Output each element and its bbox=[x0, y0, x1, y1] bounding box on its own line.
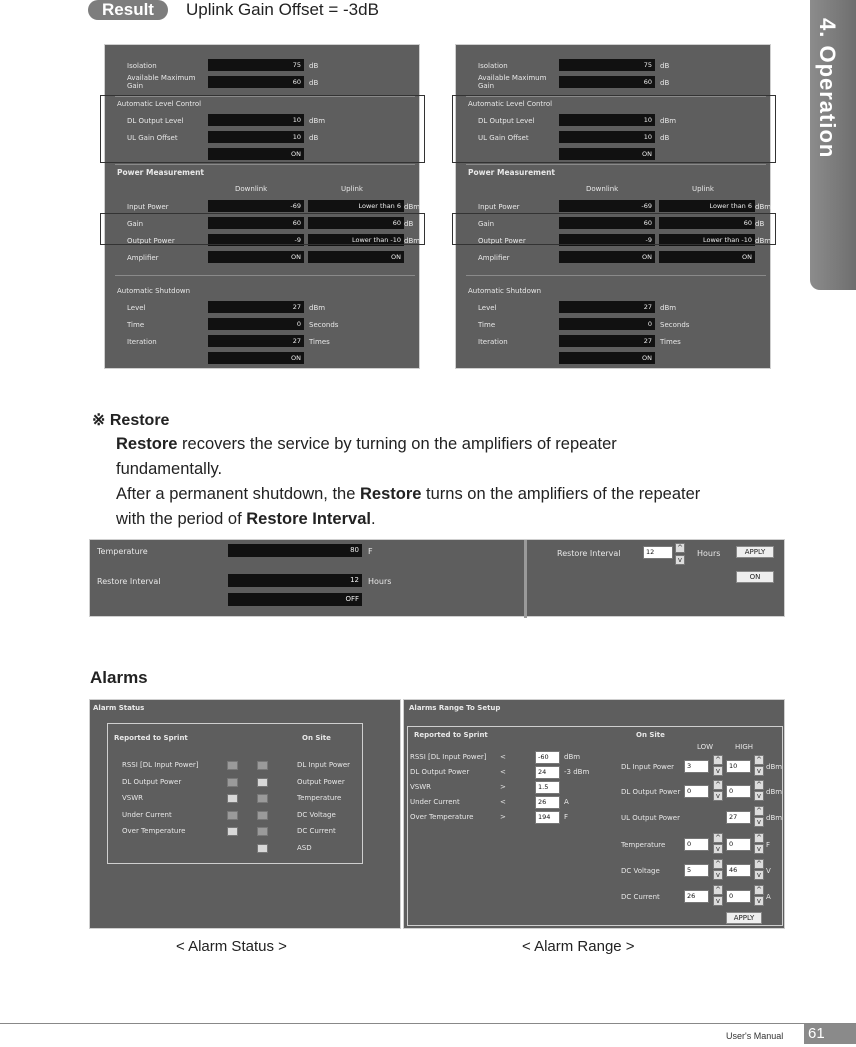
ul-gain-offset-label: UL Gain Offset bbox=[127, 134, 178, 142]
iteration-value: 27 bbox=[559, 335, 655, 347]
ar-sprint-op: < bbox=[500, 753, 506, 761]
output-power-ul: Lower than -10 bbox=[308, 234, 404, 246]
as-site-checkbox[interactable] bbox=[257, 827, 268, 836]
ar-low-up-button[interactable]: ^ bbox=[713, 780, 723, 790]
page-number: 61 bbox=[804, 1024, 856, 1044]
footer-label: User's Manual bbox=[726, 1031, 784, 1041]
as-site-checkbox[interactable] bbox=[257, 761, 268, 770]
isolation-unit: dB bbox=[660, 62, 670, 70]
gain-label: Gain bbox=[127, 220, 144, 228]
as-site-item: ASD bbox=[297, 843, 312, 852]
amplifier-ul[interactable]: ON bbox=[659, 251, 755, 263]
ar-sprint-op: > bbox=[500, 813, 506, 821]
ar-sprint-op: > bbox=[500, 783, 506, 791]
dl-output-level-unit: dBm bbox=[309, 117, 326, 125]
ar-site-header: On Site bbox=[636, 731, 665, 739]
pm-downlink-header: Downlink bbox=[586, 185, 619, 193]
as-sprint-checkbox[interactable] bbox=[227, 811, 238, 820]
ul-gain-offset-unit: dB bbox=[309, 134, 319, 142]
caption-alarm-range: < Alarm Range > bbox=[522, 938, 635, 955]
rp-interval-value: 12 bbox=[228, 574, 362, 587]
isolation-label: Isolation bbox=[127, 62, 157, 70]
ar-sprint-label: VSWR bbox=[410, 783, 432, 791]
rp-on-button[interactable]: ON bbox=[736, 571, 774, 583]
restore-heading: ※ Restore bbox=[92, 412, 170, 429]
ar-site-high-input[interactable]: 0 bbox=[726, 838, 751, 851]
avail-gain-label-2: Gain bbox=[478, 82, 495, 90]
time-unit: Seconds bbox=[660, 321, 690, 329]
time-value: 0 bbox=[208, 318, 304, 330]
input-power-unit: dBm bbox=[404, 203, 421, 211]
screen-right bbox=[455, 44, 771, 369]
rp-apply-button[interactable]: APPLY bbox=[736, 546, 774, 558]
ar-site-high-input[interactable]: 46 bbox=[726, 864, 751, 877]
gain-dl: 60 bbox=[559, 217, 655, 229]
ar-high-header: HIGH bbox=[735, 743, 754, 751]
iteration-unit: Times bbox=[309, 338, 330, 346]
ul-gain-offset-unit: dB bbox=[660, 134, 670, 142]
as-sprint-checkbox[interactable] bbox=[227, 794, 238, 803]
highlight-gain-left bbox=[100, 213, 425, 245]
iteration-value: 27 bbox=[208, 335, 304, 347]
avail-gain-unit: dB bbox=[309, 79, 319, 87]
output-power-dl: -9 bbox=[559, 234, 655, 246]
chapter-tab bbox=[810, 0, 856, 290]
output-power-label: Output Power bbox=[127, 237, 175, 245]
gain-label: Gain bbox=[478, 220, 495, 228]
dl-output-level-value: 10 bbox=[208, 114, 304, 126]
avail-gain-label: Available Maximum bbox=[127, 74, 196, 82]
ar-high-down-button[interactable]: v bbox=[754, 791, 764, 801]
iteration-label: Iteration bbox=[127, 338, 157, 346]
input-power-label: Input Power bbox=[478, 203, 520, 211]
as-site-item: DC Current bbox=[297, 827, 336, 835]
rp-ri-up-button[interactable]: ^ bbox=[675, 543, 685, 553]
ar-sprint-label: DL Output Power bbox=[410, 768, 470, 776]
as-site-item: Temperature bbox=[297, 794, 342, 802]
level-label: Level bbox=[478, 304, 497, 312]
alarm-status-title: Alarm Status bbox=[93, 704, 145, 712]
as-sprint-checkbox[interactable] bbox=[227, 761, 238, 770]
as-sprint-item: VSWR bbox=[122, 794, 144, 802]
amplifier-dl[interactable]: ON bbox=[208, 251, 304, 263]
avail-gain-label: Available Maximum bbox=[478, 74, 547, 82]
restore-paragraph-2: After a permanent shutdown, the Restore turns on the amplifiers of the repeater with the period of Restore Interval. bbox=[116, 485, 701, 528]
level-label: Level bbox=[127, 304, 146, 312]
isolation-value: 75 bbox=[208, 59, 304, 71]
alarm-range-panel bbox=[403, 699, 785, 929]
as-site-item: DC Voltage bbox=[297, 810, 336, 819]
ar-high-up-button[interactable]: ^ bbox=[754, 833, 764, 843]
result-text: Uplink Gain Offset = -3dB bbox=[186, 0, 379, 19]
as-sprint-checkbox[interactable] bbox=[227, 827, 238, 836]
highlight-alc-left bbox=[100, 95, 425, 163]
ar-low-down-button[interactable]: v bbox=[713, 791, 723, 801]
ar-low-up-button[interactable]: ^ bbox=[713, 885, 723, 895]
isolation-value: 75 bbox=[559, 59, 655, 71]
ar-site-unit: V bbox=[766, 867, 771, 875]
ar-high-up-button[interactable]: ^ bbox=[754, 806, 764, 816]
ar-site-high-input[interactable]: 27 bbox=[726, 811, 751, 824]
as-site-checkbox[interactable] bbox=[257, 844, 268, 853]
output-power-dl: -9 bbox=[208, 234, 304, 246]
iteration-label: Iteration bbox=[478, 338, 508, 346]
ar-site-unit: dBm bbox=[766, 788, 783, 796]
ar-high-down-button[interactable]: v bbox=[754, 817, 764, 827]
level-unit: dBm bbox=[309, 304, 326, 312]
ar-site-high-input[interactable]: 10 bbox=[726, 760, 751, 773]
result-badge: Result bbox=[88, 0, 168, 20]
gain-dl: 60 bbox=[208, 217, 304, 229]
ar-site-high-input[interactable]: 0 bbox=[726, 890, 751, 903]
as-site-item: DL Input Power bbox=[297, 761, 351, 769]
as-site-item: Output Power bbox=[297, 777, 345, 786]
ar-sprint-op: < bbox=[500, 798, 506, 806]
avail-gain-unit: dB bbox=[660, 79, 670, 87]
ar-high-down-button[interactable]: v bbox=[754, 870, 764, 880]
ul-gain-offset-value: 10 bbox=[208, 131, 304, 143]
alc-title: Automatic Level Control bbox=[117, 100, 202, 108]
as-title: Automatic Shutdown bbox=[117, 287, 191, 295]
chapter-tab-label: 4. Operation bbox=[815, 18, 840, 159]
highlight-gain-right bbox=[452, 213, 776, 245]
ul-gain-offset-label: UL Gain Offset bbox=[478, 134, 529, 142]
alarm-range-title: Alarms Range To Setup bbox=[409, 704, 501, 712]
alc-state[interactable]: ON bbox=[208, 148, 304, 160]
ar-site-low-input[interactable]: 5 bbox=[684, 864, 709, 877]
ar-low-down-button[interactable]: v bbox=[713, 844, 723, 854]
alarms-heading: Alarms bbox=[90, 668, 148, 687]
input-power-unit: dBm bbox=[755, 203, 772, 211]
output-power-label: Output Power bbox=[478, 237, 526, 245]
as-site-checkbox[interactable] bbox=[257, 811, 268, 820]
amplifier-dl[interactable]: ON bbox=[559, 251, 655, 263]
gain-unit: dB bbox=[404, 220, 414, 228]
ar-site-unit: A bbox=[766, 893, 771, 901]
ar-sprint-input[interactable]: -60 bbox=[535, 751, 560, 764]
ar-sprint-op: < bbox=[500, 768, 506, 776]
avail-gain-value: 60 bbox=[208, 76, 304, 88]
iteration-unit: Times bbox=[660, 338, 681, 346]
as-state[interactable]: ON bbox=[208, 352, 304, 364]
rp-interval-label: Restore Interval bbox=[97, 577, 161, 586]
ar-site-label: DL Input Power bbox=[621, 763, 675, 771]
input-power-ul: Lower than 6 bbox=[659, 200, 755, 212]
ar-site-low-input[interactable]: 26 bbox=[684, 890, 709, 903]
ar-sprint-header: Reported to Sprint bbox=[414, 731, 488, 739]
input-power-label: Input Power bbox=[127, 203, 169, 211]
gain-ul: 60 bbox=[308, 217, 404, 229]
rp-ri-input[interactable]: 12 bbox=[643, 546, 673, 559]
ar-site-unit: dBm bbox=[766, 763, 783, 771]
ar-site-label: DL Output Power bbox=[621, 788, 681, 796]
as-state[interactable]: ON bbox=[559, 352, 655, 364]
ar-low-up-button[interactable]: ^ bbox=[713, 755, 723, 765]
ar-high-up-button[interactable]: ^ bbox=[754, 780, 764, 790]
ar-site-label: DC Voltage bbox=[621, 867, 660, 875]
ar-site-low-input[interactable]: 3 bbox=[684, 760, 709, 773]
ar-site-unit: F bbox=[766, 841, 771, 849]
ar-sprint-input[interactable]: 194 bbox=[535, 811, 560, 824]
ul-gain-offset-value: 10 bbox=[559, 131, 655, 143]
ar-site-unit: dBm bbox=[766, 814, 783, 822]
level-value: 27 bbox=[559, 301, 655, 313]
time-label: Time bbox=[127, 321, 145, 329]
ar-sprint-input[interactable]: 24 bbox=[535, 766, 560, 779]
as-site-header: On Site bbox=[302, 734, 331, 742]
as-sprint-item: Over Temperature bbox=[122, 827, 186, 835]
caption-alarm-status: < Alarm Status > bbox=[176, 938, 287, 955]
rp-interval-unit: Hours bbox=[368, 577, 392, 586]
amplifier-label: Amplifier bbox=[478, 254, 510, 262]
rp-temperature-unit: F bbox=[368, 547, 373, 556]
ar-high-up-button[interactable]: ^ bbox=[754, 859, 764, 869]
ar-low-down-button[interactable]: v bbox=[713, 870, 723, 880]
avail-gain-value: 60 bbox=[559, 76, 655, 88]
dl-output-level-value: 10 bbox=[559, 114, 655, 126]
ar-sprint-unit: -3 dBm bbox=[564, 768, 590, 776]
ar-high-down-button[interactable]: v bbox=[754, 844, 764, 854]
ar-site-low-input[interactable]: 0 bbox=[684, 838, 709, 851]
time-unit: Seconds bbox=[309, 321, 339, 329]
ar-site-label: Temperature bbox=[621, 841, 666, 849]
pm-downlink-header: Downlink bbox=[235, 185, 268, 193]
rp-ri-label: Restore Interval bbox=[557, 549, 621, 558]
ar-low-down-button[interactable]: v bbox=[713, 766, 723, 776]
ar-sprint-label: Under Current bbox=[410, 798, 460, 806]
pm-title: Power Measurement bbox=[117, 168, 205, 177]
ar-low-down-button[interactable]: v bbox=[713, 896, 723, 906]
alarm-status-panel bbox=[89, 699, 401, 929]
ar-sprint-unit: A bbox=[564, 798, 569, 806]
input-power-dl: -69 bbox=[208, 200, 304, 212]
ar-high-up-button[interactable]: ^ bbox=[754, 755, 764, 765]
amplifier-ul[interactable]: ON bbox=[308, 251, 404, 263]
isolation-unit: dB bbox=[309, 62, 319, 70]
input-power-ul: Lower than 6 bbox=[308, 200, 404, 212]
ar-site-label: UL Output Power bbox=[621, 814, 680, 822]
level-unit: dBm bbox=[660, 304, 677, 312]
isolation-label: Isolation bbox=[478, 62, 508, 70]
rp-ri-unit: Hours bbox=[697, 549, 721, 558]
pm-uplink-header: Uplink bbox=[692, 185, 714, 193]
pm-uplink-header: Uplink bbox=[341, 185, 363, 193]
ar-sprint-input[interactable]: 1.5 bbox=[535, 781, 560, 794]
ar-sprint-label: Over Temperature bbox=[410, 813, 474, 821]
ar-site-high-input[interactable]: 0 bbox=[726, 785, 751, 798]
ar-high-up-button[interactable]: ^ bbox=[754, 885, 764, 895]
ar-low-up-button[interactable]: ^ bbox=[713, 833, 723, 843]
output-power-unit: dBm bbox=[755, 237, 772, 245]
amplifier-label: Amplifier bbox=[127, 254, 159, 262]
ar-sprint-input[interactable]: 26 bbox=[535, 796, 560, 809]
alc-state[interactable]: ON bbox=[559, 148, 655, 160]
as-sprint-header: Reported to Sprint bbox=[114, 734, 188, 742]
ar-site-low-input[interactable]: 0 bbox=[684, 785, 709, 798]
restore-panel bbox=[89, 539, 785, 617]
output-power-unit: dBm bbox=[404, 237, 421, 245]
rp-temperature-label: Temperature bbox=[97, 547, 148, 556]
input-power-dl: -69 bbox=[559, 200, 655, 212]
time-value: 0 bbox=[559, 318, 655, 330]
ar-sprint-unit: F bbox=[564, 813, 569, 821]
restore-paragraph-1: Restore recovers the service by turning on the amplifiers of repeater fundamentally. bbox=[116, 435, 617, 478]
alc-title: Automatic Level Control bbox=[468, 100, 553, 108]
rp-state[interactable]: OFF bbox=[228, 593, 362, 606]
highlight-alc-right bbox=[452, 95, 776, 163]
level-value: 27 bbox=[208, 301, 304, 313]
avail-gain-label-2: Gain bbox=[127, 82, 144, 90]
as-sprint-item: RSSI [DL Input Power] bbox=[122, 761, 199, 769]
as-title: Automatic Shutdown bbox=[468, 287, 542, 295]
ar-sprint-label: RSSI [DL Input Power] bbox=[410, 753, 487, 761]
gain-ul: 60 bbox=[659, 217, 755, 229]
gain-unit: dB bbox=[755, 220, 765, 228]
as-sprint-item: DL Output Power bbox=[122, 777, 182, 786]
dl-output-level-label: DL Output Level bbox=[127, 117, 184, 125]
ar-low-header: LOW bbox=[697, 743, 714, 751]
output-power-ul: Lower than -10 bbox=[659, 234, 755, 246]
ar-apply-button[interactable]: APPLY bbox=[726, 912, 762, 924]
pm-title: Power Measurement bbox=[468, 168, 556, 177]
ar-site-label: DC Current bbox=[621, 893, 660, 901]
ar-high-down-button[interactable]: v bbox=[754, 766, 764, 776]
rp-temperature-value: 80 bbox=[228, 544, 362, 557]
time-label: Time bbox=[478, 321, 496, 329]
screen-left bbox=[104, 44, 420, 369]
as-site-checkbox[interactable] bbox=[257, 778, 268, 787]
as-sprint-item: Under Current bbox=[122, 810, 172, 819]
as-site-checkbox[interactable] bbox=[257, 794, 268, 803]
dl-output-level-unit: dBm bbox=[660, 117, 677, 125]
ar-high-down-button[interactable]: v bbox=[754, 896, 764, 906]
ar-sprint-unit: dBm bbox=[564, 753, 581, 761]
ar-low-up-button[interactable]: ^ bbox=[713, 859, 723, 869]
as-sprint-checkbox[interactable] bbox=[227, 778, 238, 787]
rp-ri-down-button[interactable]: v bbox=[675, 555, 685, 565]
dl-output-level-label: DL Output Level bbox=[478, 117, 535, 125]
